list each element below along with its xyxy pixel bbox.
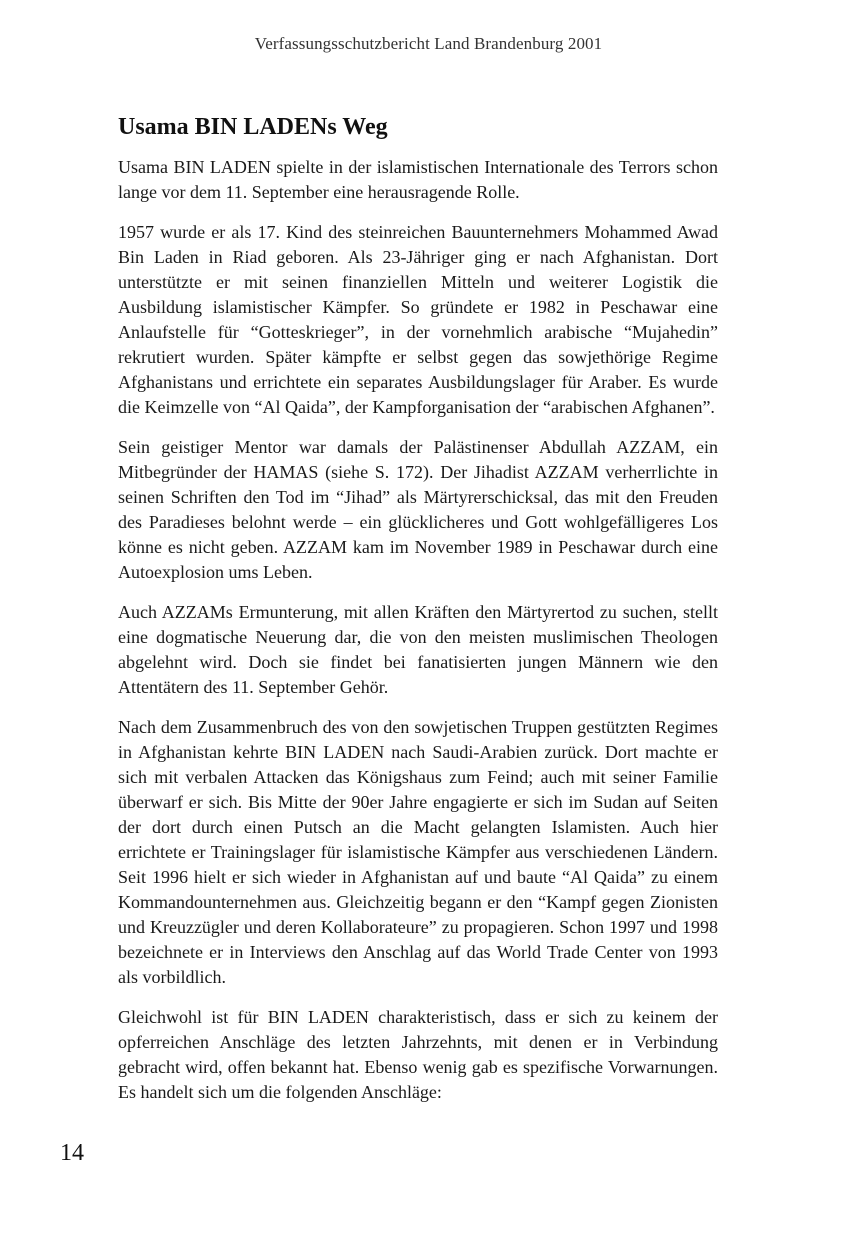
document-body xyxy=(118,112,718,1120)
paragraph-intro: Usama BIN LADEN spielte in der islamistischen Internationale des Terrors schon lange vor dem 11. September eine herausragende Rolle. xyxy=(118,157,718,202)
page-number: 14 xyxy=(60,1140,84,1166)
paragraph-biography: 1957 wurde er als 17. Kind des steinreichen Bauunternehmers Mohammed Awad Bin Laden in Riad geboren. Als 23-Jähriger ging er nach Afghanistan. Dort unterstützte er mit seinen finanziellen Mitteln und weiterer Logistik die Ausbildung islamistischer Kämpfer. So gründete er 1982 in Peschawar eine Anlaufstelle für “Gotteskrieger”, in der vornehmlich arabische “Mujahedin” rekrutiert wurden. Später kämpfte er selbst gegen das sowjethörige Regime Afghanistans und errichtete ein separates Ausbildungslager für Araber. Es wurde die Keimzelle von “Al Qaida”, der Kampforganisation der “arabischen Afghanen”. xyxy=(118,222,718,417)
paragraph-return: Nach dem Zusammenbruch des von den sowjetischen Truppen gestützten Regimes in Afghanistan kehrte BIN LADEN nach Saudi-Arabien zurück. Dort machte er sich mit verbalen Attacken das Königshaus zum Feind; auch mit seiner Familie überwarf er sich. Bis Mitte der 90er Jahre engagierte er sich im Sudan auf Seiten der dort durch einen Putsch an die Macht gelangten Islamisten. Auch hier errichtete er Trainingslager für islamistische Kämpfer aus verschiedenen Ländern. Seit 1996 hielt er sich wieder in Afghanistan auf und baute “Al Qaida” zu einem Kommandounternehmen aus. Gleichzeitig begann er den “Kampf gegen Zionisten und Kreuzzügler und deren Kollaborateure” zu propagieren. Schon 1997 und 1998 bezeichnete er in Interviews den Anschlag auf das World Trade Center von 1993 als vorbildlich. xyxy=(118,717,718,987)
section-title: Usama BIN LADENs Weg xyxy=(118,114,388,140)
paragraph-attacks: Gleichwohl ist für BIN LADEN charakteristisch, dass er sich zu keinem der opferreichen Anschläge des letzten Jahrzehnts, mit denen er in Verbindung gebracht wird, offen bekannt hat. Ebenso wenig gab es spezifische Vorwarnungen. Es handelt sich um die folgenden Anschläge: xyxy=(118,1007,718,1102)
paragraph-mentor: Sein geistiger Mentor war damals der Palästinenser Abdullah AZZAM, ein Mitbegründer der HAMAS (siehe S. 172). Der Jihadist AZZAM verherrlichte in seinen Schriften den Tod im “Jihad” als Märtyrerschicksal, das mit den Freuden des Paradieses belohnt werde – ein glücklicheres und Gott wohlgefälligeres Los könne es nicht geben. AZZAM kam im November 1989 in Peschawar durch eine Autoexplosion ums Leben. xyxy=(118,437,718,582)
running-header: Verfassungsschutzbericht Land Brandenburg 2001 xyxy=(254,34,603,53)
paragraph-martyrdom: Auch AZZAMs Ermunterung, mit allen Kräften den Märtyrertod zu suchen, stellt eine dogmatische Neuerung dar, die von den meisten muslimischen Theologen abgelehnt wird. Doch sie findet bei fanatisierten jungen Männern wie den Attentätern des 11. September Gehör. xyxy=(118,602,718,697)
